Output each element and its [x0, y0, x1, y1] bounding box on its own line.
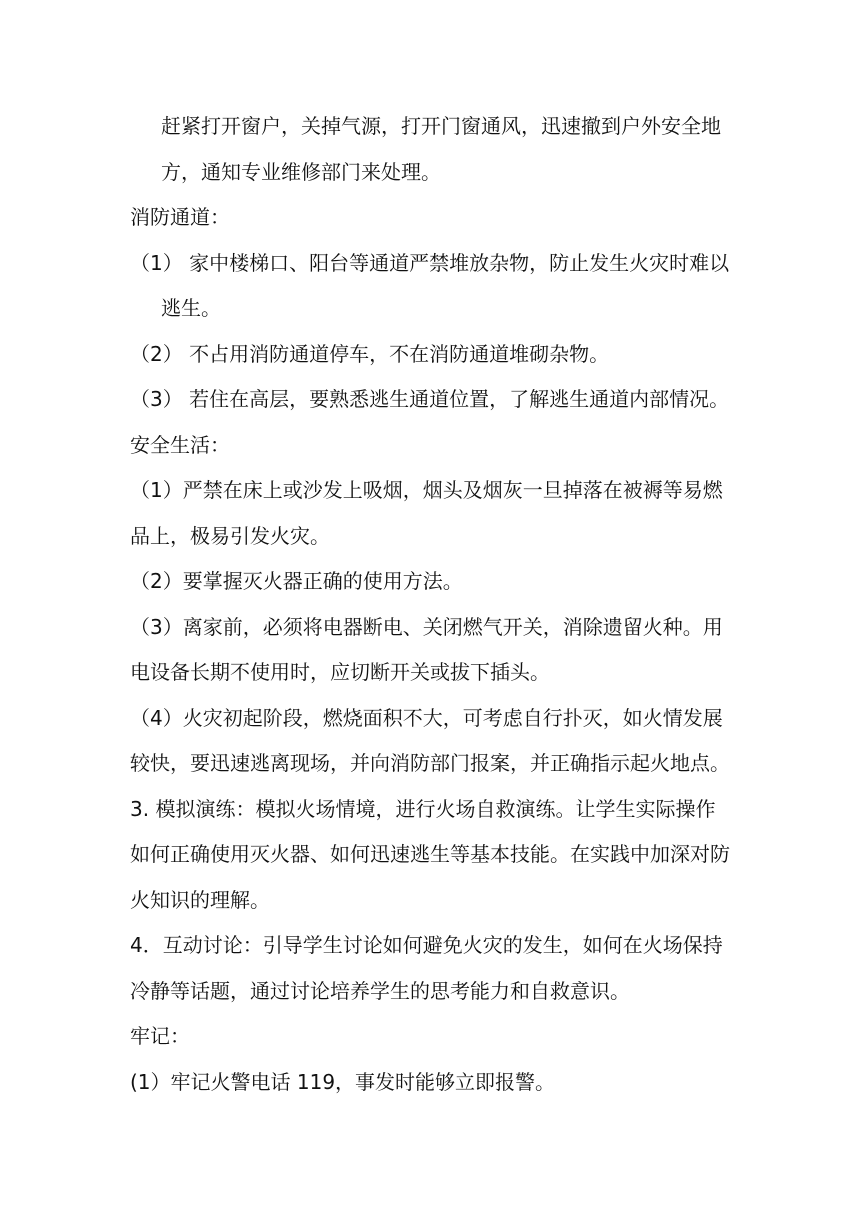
list-item-continuation: 品上，极易引发火灾。 [130, 524, 330, 548]
list-item-continuation: 逃生。 [161, 296, 221, 320]
paragraph-line: 火知识的理解。 [130, 888, 270, 912]
list-item: （2）要掌握灭火器正确的使用方法。 [130, 569, 463, 593]
list-item: (1）牢记火警电话 119，事发时能够立即报警。 [130, 1070, 556, 1094]
list-item: （3）离家前，必须将电器断电、关闭燃气开关，消除遗留火种。用 [130, 615, 723, 639]
list-item-continuation: 较快，要迅速逃离现场，并向消防部门报案，并正确指示起火地点。 [130, 751, 730, 775]
paragraph-line: 3. 模拟演练：模拟火场情境，进行火场自救演练。让学生实际操作 [130, 797, 716, 821]
list-item: （1）严禁在床上或沙发上吸烟，烟头及烟灰一旦掉落在被褥等易燃 [130, 478, 723, 502]
list-item: （3） 若住在高层，要熟悉逃生通道位置，了解逃生通道内部情况。 [130, 387, 730, 411]
paragraph-line: 4．互动讨论：引导学生讨论如何避免火灾的发生，如何在火场保持 [130, 933, 723, 957]
paragraph-line: 方，通知专业维修部门来处理。 [161, 160, 441, 184]
list-item-continuation: 电设备长期不使用时，应切断开关或拔下插头。 [130, 660, 550, 684]
section-heading: 消防通道： [130, 205, 230, 229]
list-item: （2） 不占用消防通道停车，不在消防通道堆砌杂物。 [130, 342, 610, 366]
paragraph-line: 赶紧打开窗户，关掉气源，打开门窗通风，迅速撤到户外安全地 [161, 114, 721, 138]
section-heading: 牢记： [130, 1024, 190, 1048]
paragraph-line: 如何正确使用灭火器、如何迅速逃生等基本技能。在实践中加深对防 [130, 842, 730, 866]
paragraph-line: 冷静等话题，通过讨论培养学生的思考能力和自救意识。 [130, 979, 630, 1003]
list-item: （1） 家中楼梯口、阳台等通道严禁堆放杂物，防止发生火灾时难以 [130, 251, 730, 275]
list-item: （4）火灾初起阶段，燃烧面积不大，可考虑自行扑灭，如火情发展 [130, 706, 723, 730]
section-heading: 安全生活： [130, 433, 230, 457]
